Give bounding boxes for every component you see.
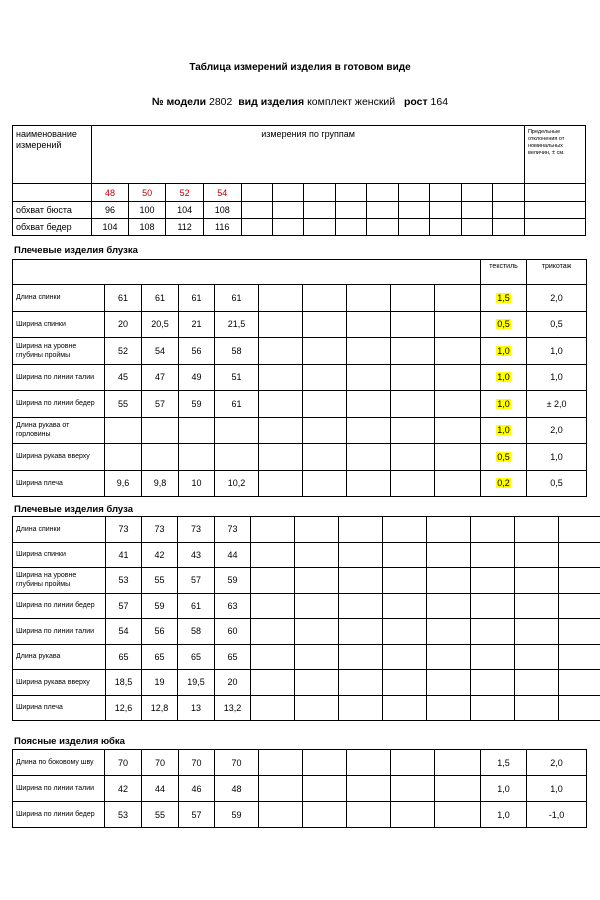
empty-cell bbox=[391, 776, 435, 802]
empty-cell bbox=[383, 670, 427, 696]
row-label: Ширина рукава вверху bbox=[13, 670, 106, 696]
empty-cell bbox=[515, 568, 559, 594]
header-table bbox=[12, 125, 586, 236]
knit-tolerance: ± 2,0 bbox=[527, 391, 587, 418]
section-title: Плечевые изделия блузка bbox=[14, 245, 138, 256]
value-cell: 104 bbox=[166, 202, 204, 219]
value-cell: 20,5 bbox=[142, 311, 179, 338]
empty-cell bbox=[559, 568, 600, 594]
empty-cell bbox=[391, 391, 435, 418]
value-cell: 59 bbox=[215, 802, 259, 828]
height-label: рост bbox=[403, 96, 428, 108]
empty-cell bbox=[259, 391, 303, 418]
empty-cell bbox=[435, 285, 481, 312]
section3-table bbox=[12, 749, 587, 828]
empty-cell bbox=[259, 444, 303, 471]
row-label: Длина спинки bbox=[13, 285, 105, 312]
empty-cell bbox=[347, 364, 391, 391]
table-row bbox=[13, 568, 600, 594]
empty-cell bbox=[251, 619, 295, 645]
table-row bbox=[13, 619, 600, 645]
empty-cell bbox=[383, 542, 427, 568]
value-cell: 54 bbox=[142, 338, 179, 365]
value-cell bbox=[179, 417, 215, 444]
value-cell: 20 bbox=[105, 311, 142, 338]
empty-cell bbox=[339, 593, 383, 619]
table-row bbox=[13, 670, 600, 696]
knit-tolerance: 0,5 bbox=[527, 470, 587, 497]
empty-cell bbox=[435, 311, 481, 338]
empty-cell bbox=[347, 311, 391, 338]
groups-header: измерения по группам bbox=[92, 126, 525, 184]
empty-cell bbox=[427, 695, 471, 721]
empty-cell bbox=[515, 542, 559, 568]
value-cell: 42 bbox=[142, 542, 178, 568]
value-cell: 43 bbox=[178, 542, 215, 568]
row-label: Ширина спинки bbox=[13, 311, 105, 338]
empty-cell bbox=[303, 444, 347, 471]
value-cell: 59 bbox=[142, 593, 178, 619]
empty-cell bbox=[383, 517, 427, 543]
value-cell: 55 bbox=[105, 391, 142, 418]
empty-cell bbox=[303, 364, 347, 391]
empty-cell bbox=[303, 802, 347, 828]
size-cell: 54 bbox=[203, 184, 241, 202]
value-cell: 41 bbox=[106, 542, 142, 568]
value-cell: 12,6 bbox=[106, 695, 142, 721]
empty-cell bbox=[259, 285, 303, 312]
value-cell: 21 bbox=[179, 311, 215, 338]
empty-cell bbox=[515, 517, 559, 543]
empty-cell bbox=[515, 670, 559, 696]
empty-cell bbox=[471, 619, 515, 645]
table-row bbox=[13, 802, 587, 828]
empty-cell bbox=[259, 417, 303, 444]
empty-cell bbox=[471, 644, 515, 670]
value-cell: 9,6 bbox=[105, 470, 142, 497]
row-label: Ширина по линии бедер bbox=[13, 802, 105, 828]
empty-cell bbox=[339, 517, 383, 543]
knit-tolerance: 0,5 bbox=[527, 311, 587, 338]
value-cell: 116 bbox=[203, 219, 241, 236]
value-cell: 73 bbox=[178, 517, 215, 543]
empty-cell bbox=[347, 444, 391, 471]
empty-cell bbox=[347, 417, 391, 444]
knit-tolerance: 1,0 bbox=[527, 338, 587, 365]
row-label: Длина спинки bbox=[13, 517, 106, 543]
value-cell: 21,5 bbox=[215, 311, 259, 338]
empty-cell bbox=[251, 542, 295, 568]
value-cell: 57 bbox=[106, 593, 142, 619]
value-cell: 59 bbox=[179, 391, 215, 418]
value-cell: 54 bbox=[106, 619, 142, 645]
value-cell: 48 bbox=[215, 776, 259, 802]
value-cell: 18,5 bbox=[106, 670, 142, 696]
value-cell bbox=[215, 444, 259, 471]
empty-cell bbox=[251, 695, 295, 721]
value-cell: 61 bbox=[215, 391, 259, 418]
empty-cell bbox=[391, 470, 435, 497]
value-cell bbox=[105, 417, 142, 444]
textile-tolerance bbox=[481, 417, 527, 444]
value-cell: 10 bbox=[179, 470, 215, 497]
empty-cell bbox=[435, 802, 481, 828]
textile-tolerance bbox=[481, 285, 527, 312]
section-title: Плечевые изделия блуза bbox=[14, 504, 133, 515]
textile-tolerance bbox=[481, 391, 527, 418]
knit-tolerance: 2,0 bbox=[527, 750, 587, 776]
empty-cell bbox=[391, 802, 435, 828]
empty-cell bbox=[435, 776, 481, 802]
tolerance-header: Предельные отклонения от номинальных величин, ± см. bbox=[524, 126, 585, 184]
value-cell: 44 bbox=[142, 776, 179, 802]
section2-table bbox=[12, 516, 600, 721]
value-cell: 65 bbox=[178, 644, 215, 670]
table-row bbox=[13, 338, 587, 365]
knit-tolerance: 2,0 bbox=[527, 417, 587, 444]
row-label: Ширина плеча bbox=[13, 470, 105, 497]
empty-cell bbox=[303, 776, 347, 802]
value-cell: 73 bbox=[106, 517, 142, 543]
highlighted-value: 0,5 bbox=[497, 319, 510, 330]
empty-cell bbox=[515, 644, 559, 670]
empty-cell bbox=[559, 593, 600, 619]
empty-cell bbox=[259, 338, 303, 365]
value-cell: 108 bbox=[128, 219, 166, 236]
value-cell bbox=[142, 444, 179, 471]
empty-cell bbox=[347, 470, 391, 497]
empty-cell bbox=[13, 184, 92, 202]
empty-cell bbox=[347, 750, 391, 776]
empty-cell bbox=[559, 542, 600, 568]
knit-tolerance: 1,0 bbox=[527, 776, 587, 802]
textile-tolerance bbox=[481, 364, 527, 391]
empty-cell bbox=[251, 517, 295, 543]
empty-cell bbox=[383, 619, 427, 645]
highlighted-value: 1,5 bbox=[497, 292, 510, 303]
row-label: Ширина рукава вверху bbox=[13, 444, 105, 471]
empty-cell bbox=[259, 802, 303, 828]
value-cell: 61 bbox=[142, 285, 179, 312]
empty-cell bbox=[339, 644, 383, 670]
value-cell: 70 bbox=[179, 750, 215, 776]
table-row bbox=[13, 750, 587, 776]
empty-cell bbox=[347, 285, 391, 312]
empty-cell bbox=[295, 670, 339, 696]
value-cell: 19,5 bbox=[178, 670, 215, 696]
empty-cell bbox=[383, 695, 427, 721]
value-cell: 51 bbox=[215, 364, 259, 391]
textile-tolerance: 1,0 bbox=[481, 776, 527, 802]
value-cell: 55 bbox=[142, 568, 178, 594]
empty-cell bbox=[259, 364, 303, 391]
table-row bbox=[13, 391, 587, 418]
empty-cell bbox=[471, 670, 515, 696]
row-label: Ширина плеча bbox=[13, 695, 106, 721]
value-cell: 20 bbox=[215, 670, 251, 696]
highlighted-value: 1,0 bbox=[497, 345, 510, 356]
knit-tolerance: 2,0 bbox=[527, 285, 587, 312]
row-label: Ширина по линии бедер bbox=[13, 593, 106, 619]
value-cell: 42 bbox=[105, 776, 142, 802]
empty-cell bbox=[471, 695, 515, 721]
empty-cell bbox=[427, 542, 471, 568]
table-row bbox=[13, 776, 587, 802]
value-cell: 53 bbox=[106, 568, 142, 594]
empty-cell bbox=[435, 750, 481, 776]
empty-cell bbox=[559, 695, 600, 721]
empty-cell bbox=[427, 517, 471, 543]
empty-cell bbox=[383, 644, 427, 670]
row-label: обхват бедер bbox=[13, 219, 92, 236]
document-title: Таблица измерений изделия в готовом виде bbox=[189, 62, 411, 73]
textile-tolerance: 1,5 bbox=[481, 750, 527, 776]
section-title: Поясные изделия юбка bbox=[14, 736, 125, 747]
textile-tolerance bbox=[481, 311, 527, 338]
textile-header: текстиль bbox=[481, 260, 527, 285]
empty-cell bbox=[303, 311, 347, 338]
value-cell: 61 bbox=[215, 285, 259, 312]
value-cell: 58 bbox=[215, 338, 259, 365]
empty-cell bbox=[427, 619, 471, 645]
empty-cell bbox=[559, 670, 600, 696]
empty-cell bbox=[471, 517, 515, 543]
value-cell: 13 bbox=[178, 695, 215, 721]
row-label: Ширина по линии талии bbox=[13, 364, 105, 391]
empty-cell bbox=[391, 364, 435, 391]
empty-cell bbox=[295, 542, 339, 568]
empty-cell bbox=[435, 391, 481, 418]
highlighted-value: 1,0 bbox=[497, 425, 510, 436]
value-cell: 112 bbox=[166, 219, 204, 236]
empty-cell bbox=[435, 364, 481, 391]
highlighted-value: 1,0 bbox=[497, 372, 510, 383]
empty-cell bbox=[559, 517, 600, 543]
height-value: 164 bbox=[430, 96, 449, 108]
empty-cell bbox=[303, 750, 347, 776]
empty-cell bbox=[295, 644, 339, 670]
value-cell: 57 bbox=[179, 802, 215, 828]
empty-cell bbox=[391, 285, 435, 312]
size-cell: 52 bbox=[166, 184, 204, 202]
empty-cell bbox=[391, 311, 435, 338]
document-subtitle bbox=[0, 96, 600, 108]
empty-cell bbox=[515, 593, 559, 619]
name-header: наименование измерений bbox=[13, 126, 92, 184]
value-cell: 57 bbox=[142, 391, 179, 418]
value-cell: 56 bbox=[179, 338, 215, 365]
empty-cell bbox=[303, 470, 347, 497]
value-cell: 70 bbox=[142, 750, 179, 776]
empty-cell bbox=[427, 644, 471, 670]
value-cell: 108 bbox=[203, 202, 241, 219]
value-cell: 45 bbox=[105, 364, 142, 391]
row-label: Ширина на уровне глубины проймы bbox=[13, 568, 106, 594]
table-row bbox=[13, 542, 600, 568]
value-cell: 56 bbox=[142, 619, 178, 645]
value-cell: 61 bbox=[178, 593, 215, 619]
value-cell: 13,2 bbox=[215, 695, 251, 721]
empty-cell bbox=[259, 470, 303, 497]
empty-cell bbox=[435, 417, 481, 444]
table-row bbox=[13, 644, 600, 670]
row-label: Ширина по линии талии bbox=[13, 776, 105, 802]
empty-cell bbox=[471, 568, 515, 594]
value-cell: 46 bbox=[179, 776, 215, 802]
row-label: Длина по боковому шву bbox=[13, 750, 105, 776]
empty-cell bbox=[391, 750, 435, 776]
empty-cell bbox=[471, 593, 515, 619]
empty-cell bbox=[515, 619, 559, 645]
empty-cell bbox=[259, 311, 303, 338]
empty-cell bbox=[559, 619, 600, 645]
value-cell: 60 bbox=[215, 619, 251, 645]
blank-header bbox=[13, 260, 481, 285]
row-label: Ширина по линии бедер bbox=[13, 391, 105, 418]
empty-cell bbox=[383, 593, 427, 619]
value-cell: 61 bbox=[105, 285, 142, 312]
empty-cell bbox=[303, 338, 347, 365]
value-cell: 10,2 bbox=[215, 470, 259, 497]
empty-cell bbox=[295, 695, 339, 721]
empty-cell bbox=[339, 695, 383, 721]
empty-cell bbox=[303, 285, 347, 312]
empty-cell bbox=[259, 750, 303, 776]
empty-cell bbox=[347, 391, 391, 418]
empty-cell bbox=[427, 670, 471, 696]
table-row bbox=[13, 364, 587, 391]
empty-cell bbox=[391, 444, 435, 471]
value-cell: 59 bbox=[215, 568, 251, 594]
value-cell: 55 bbox=[142, 802, 179, 828]
value-cell: 104 bbox=[92, 219, 129, 236]
row-label: Ширина спинки bbox=[13, 542, 106, 568]
empty-cell bbox=[427, 568, 471, 594]
value-cell bbox=[105, 444, 142, 471]
table-row bbox=[13, 695, 600, 721]
value-cell: 47 bbox=[142, 364, 179, 391]
value-cell bbox=[142, 417, 179, 444]
highlighted-value: 0,5 bbox=[497, 451, 510, 462]
table-row bbox=[13, 285, 587, 312]
empty-cell bbox=[339, 568, 383, 594]
table-row bbox=[13, 311, 587, 338]
table-row bbox=[13, 417, 587, 444]
row-label: Длина рукава bbox=[13, 644, 106, 670]
empty-cell bbox=[391, 338, 435, 365]
empty-cell bbox=[435, 444, 481, 471]
value-cell: 58 bbox=[178, 619, 215, 645]
textile-tolerance bbox=[481, 470, 527, 497]
value-cell: 70 bbox=[215, 750, 259, 776]
empty-cell bbox=[303, 417, 347, 444]
size-cell: 48 bbox=[92, 184, 129, 202]
knit-tolerance: -1,0 bbox=[527, 802, 587, 828]
size-cell: 50 bbox=[128, 184, 166, 202]
empty-cell bbox=[435, 338, 481, 365]
empty-cell bbox=[471, 542, 515, 568]
empty-cell bbox=[515, 695, 559, 721]
value-cell: 73 bbox=[142, 517, 178, 543]
textile-tolerance bbox=[481, 338, 527, 365]
empty-cell bbox=[251, 568, 295, 594]
empty-cell bbox=[295, 619, 339, 645]
empty-cell bbox=[251, 593, 295, 619]
section1-table bbox=[12, 259, 587, 497]
knit-tolerance: 1,0 bbox=[527, 364, 587, 391]
value-cell: 49 bbox=[179, 364, 215, 391]
value-cell: 12,8 bbox=[142, 695, 178, 721]
empty-cell bbox=[295, 568, 339, 594]
row-label: Ширина по линии талии bbox=[13, 619, 106, 645]
empty-cell bbox=[339, 542, 383, 568]
empty-cell bbox=[347, 776, 391, 802]
value-cell: 73 bbox=[215, 517, 251, 543]
empty-cell bbox=[259, 776, 303, 802]
value-cell: 52 bbox=[105, 338, 142, 365]
empty-cell bbox=[347, 802, 391, 828]
table-row bbox=[13, 470, 587, 497]
empty-cell bbox=[435, 470, 481, 497]
empty-cell bbox=[559, 644, 600, 670]
value-cell: 65 bbox=[142, 644, 178, 670]
value-cell: 44 bbox=[215, 542, 251, 568]
highlighted-value: 1,0 bbox=[497, 398, 510, 409]
empty-cell bbox=[251, 670, 295, 696]
value-cell bbox=[179, 444, 215, 471]
model-value: 2802 bbox=[209, 96, 233, 108]
model-label: № модели bbox=[151, 96, 207, 108]
value-cell: 61 bbox=[179, 285, 215, 312]
value-cell: 96 bbox=[92, 202, 129, 219]
row-label: Длина рукава от горловины bbox=[13, 417, 105, 444]
empty-cell bbox=[295, 517, 339, 543]
row-label: обхват бюста bbox=[13, 202, 92, 219]
value-cell: 9,8 bbox=[142, 470, 179, 497]
empty-cell bbox=[303, 391, 347, 418]
kind-value: комплект женский bbox=[307, 96, 396, 108]
value-cell: 65 bbox=[215, 644, 251, 670]
kind-label: вид изделия bbox=[238, 96, 305, 108]
table-row bbox=[13, 517, 600, 543]
row-label: Ширина на уровне глубины проймы bbox=[13, 338, 105, 365]
value-cell: 53 bbox=[105, 802, 142, 828]
value-cell: 63 bbox=[215, 593, 251, 619]
table-row bbox=[13, 444, 587, 471]
empty-cell bbox=[339, 619, 383, 645]
empty-cell bbox=[427, 593, 471, 619]
empty-cell bbox=[391, 417, 435, 444]
empty-cell bbox=[347, 338, 391, 365]
knit-tolerance: 1,0 bbox=[527, 444, 587, 471]
textile-tolerance bbox=[481, 444, 527, 471]
value-cell: 70 bbox=[105, 750, 142, 776]
empty-cell bbox=[383, 568, 427, 594]
highlighted-value: 0,2 bbox=[497, 478, 510, 489]
empty-cell bbox=[251, 644, 295, 670]
value-cell: 57 bbox=[178, 568, 215, 594]
table-row bbox=[13, 593, 600, 619]
value-cell: 65 bbox=[106, 644, 142, 670]
knit-header: трикотаж bbox=[527, 260, 587, 285]
value-cell: 19 bbox=[142, 670, 178, 696]
value-cell: 100 bbox=[128, 202, 166, 219]
empty-cell bbox=[339, 670, 383, 696]
empty-cell bbox=[295, 593, 339, 619]
value-cell bbox=[215, 417, 259, 444]
textile-tolerance: 1,0 bbox=[481, 802, 527, 828]
